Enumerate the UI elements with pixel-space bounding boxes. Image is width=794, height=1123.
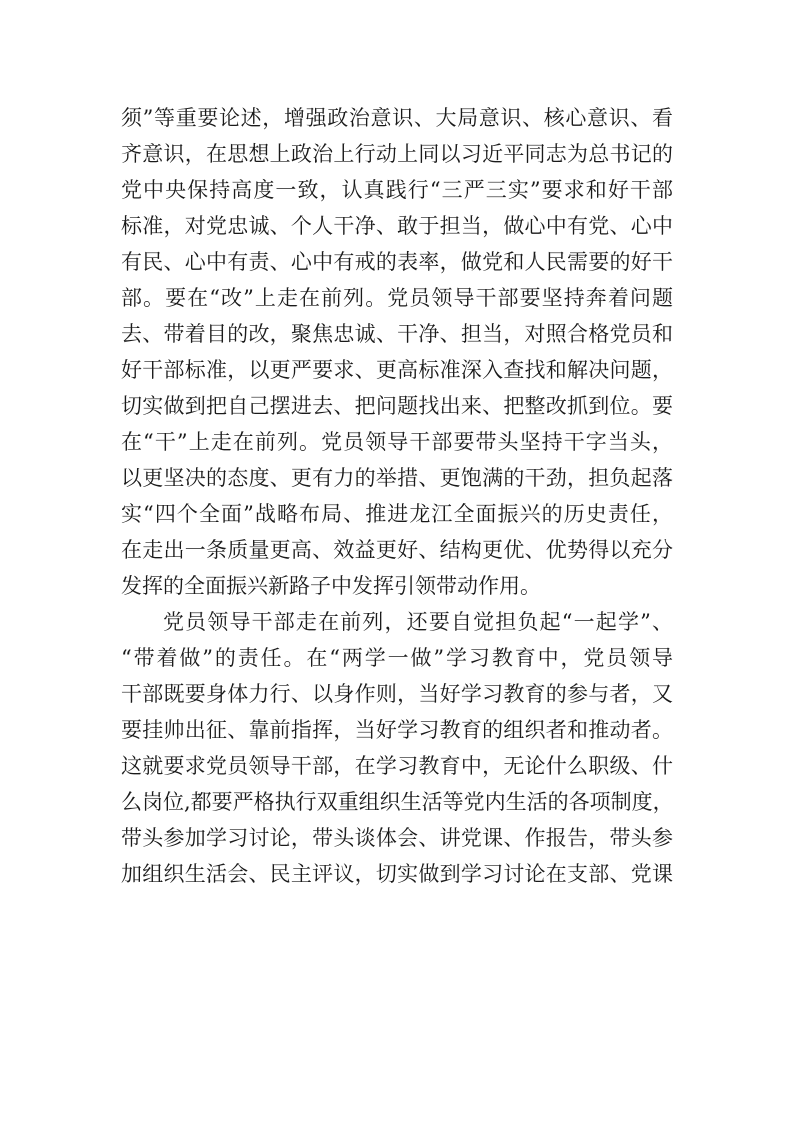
text-line: 有民、心中有责、心中有戒的表率，做党和人民需要的好干 <box>121 250 673 274</box>
text-line: 带头参加学习讨论，带头谈体会、讲党课、作报告，带头参 <box>121 826 673 850</box>
text-line: 党中央保持高度一致，认真践行“三严三实”要求和好干部 <box>121 178 673 202</box>
text-line: 切实做到把自己摆进去、把问题找出来、把整改抓到位。要 <box>121 394 673 418</box>
text-line: 标准，对党忠诚、个人干净、敢于担当，做心中有党、心中 <box>121 214 673 238</box>
text-line: 须”等重要论述，增强政治意识、大局意识、核心意识、看 <box>121 106 673 130</box>
text-line: 在走出一条质量更高、效益更好、结构更优、优势得以充分 <box>121 538 673 562</box>
body-text <box>121 100 673 892</box>
text-line: 齐意识，在思想上政治上行动上同以习近平同志为总书记的 <box>121 142 673 166</box>
text-line: 在“干”上走在前列。党员领导干部要带头坚持干字当头， <box>121 430 673 454</box>
text-line: 好干部标准，以更严要求、更高标准深入查找和解决问题， <box>121 358 673 382</box>
text-line: 么岗位,都要严格执行双重组织生活等党内生活的各项制度， <box>121 790 674 814</box>
paragraph-start-line: 党员领导干部走在前列，还要自觉担负起“一起学”、 <box>163 610 673 634</box>
text-line: 实“四个全面”战略布局、推进龙江全面振兴的历史责任， <box>121 502 673 526</box>
text-line: 以更坚决的态度、更有力的举措、更饱满的干劲，担负起落 <box>121 466 673 490</box>
text-line: 加组织生活会、民主评议，切实做到学习讨论在支部、党课 <box>121 862 673 886</box>
text-line: 要挂帅出征、靠前指挥，当好学习教育的组织者和推动者。 <box>121 718 673 742</box>
text-line: “带着做”的责任。在“两学一做”学习教育中，党员领导 <box>121 646 673 670</box>
text-line: 干部既要身体力行、以身作则，当好学习教育的参与者，又 <box>121 682 673 706</box>
paragraph-end-line: 发挥的全面振兴新路子中发挥引领带动作用。 <box>121 574 541 598</box>
text-line: 这就要求党员领导干部，在学习教育中，无论什么职级、什 <box>121 754 673 778</box>
text-line: 去、带着目的改，聚焦忠诚、干净、担当，对照合格党员和 <box>121 322 673 346</box>
text-line: 部。要在“改”上走在前列。党员领导干部要坚持奔着问题 <box>121 286 673 310</box>
